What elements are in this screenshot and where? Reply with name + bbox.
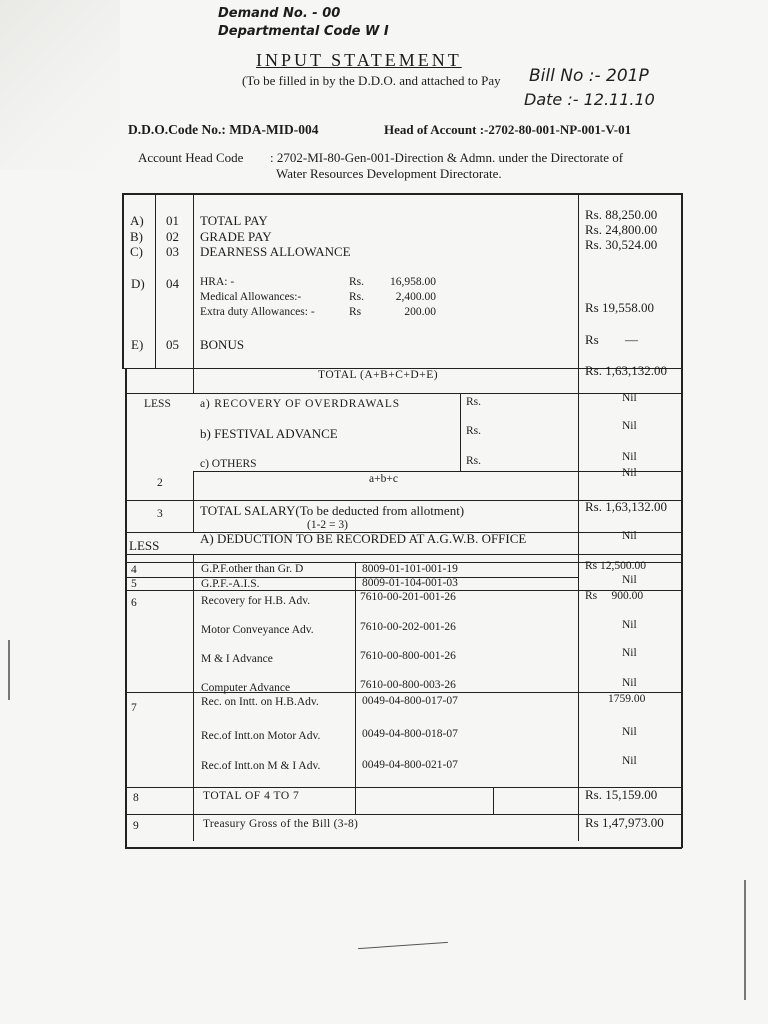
hb-advance-code: 7610-00-201-001-26 [360, 591, 456, 603]
bonus-label: BONUS [200, 337, 245, 352]
hb-advance-value: Rs 900.00 [585, 590, 644, 602]
deduction-6-number: 6 [131, 597, 137, 609]
mi-interest-label: Rec.of Intt.on M & I Adv. [201, 760, 321, 772]
festival-advance: b) FESTIVAL ADVANCE [200, 426, 338, 441]
computer-advance-code: 7610-00-800-003-26 [360, 679, 456, 691]
festival-value: Nil [622, 420, 637, 432]
pay-letters-abc: A) B) C) [130, 213, 144, 259]
mi-interest-code: 0049-04-800-021-07 [362, 759, 458, 771]
deduction-7-number: 7 [131, 702, 137, 714]
margin-mark [8, 640, 10, 700]
row-2-number: 2 [157, 477, 163, 489]
mi-advance-value: Nil [622, 647, 637, 659]
da-label: DEARNESS ALLOWANCE [200, 244, 351, 259]
total-salary-value: Rs. 1,63,132.00 [585, 499, 667, 514]
row-8-number: 8 [133, 792, 139, 804]
deduction-5-number: 5 [131, 578, 137, 590]
pay-amounts-abc [585, 207, 657, 252]
recovery-value: Nil [622, 392, 637, 404]
deduction-4-label: G.P.F.other than Gr. D [201, 563, 304, 575]
mi-advance-label: M & I Advance [201, 653, 273, 665]
deduction-5-value: Nil [622, 574, 637, 586]
festival-rs: Rs. [466, 425, 482, 437]
total-pay-label: TOTAL PAY [200, 213, 268, 228]
ddo-code: D.D.O.Code No.: MDA-MID-004 [128, 122, 319, 137]
deduction-4-number: 4 [131, 564, 137, 576]
treasury-gross-label: Treasury Gross of the Bill (3-8) [203, 818, 359, 830]
total-salary-label: TOTAL SALARY(To be deducted from allotment) [200, 503, 465, 518]
da-amount: Rs. 30,524.00 [585, 237, 658, 252]
pen-mark [358, 942, 448, 949]
total-4-to-7-label: TOTAL OF 4 TO 7 [203, 790, 300, 802]
motor-advance-label: Motor Conveyance Adv. [201, 624, 314, 636]
hb-interest-code: 0049-04-800-017-07 [362, 695, 458, 707]
bill-date: Date :- 12.11.10 [524, 90, 655, 109]
account-head-label: Account Head Code [138, 150, 244, 165]
document-title: INPUT STATEMENT [256, 50, 462, 70]
mi-advance-code: 7610-00-800-001-26 [360, 650, 456, 662]
account-head-line2: Water Resources Development Directorate. [276, 166, 502, 181]
demand-number: Demand No. - 00 [218, 6, 341, 21]
pay-labels-abc [200, 213, 351, 260]
deduction-5-label: G.P.F.-A.I.S. [201, 578, 260, 590]
deduction-4-code: 8009-01-101-001-19 [362, 563, 458, 575]
computer-advance-label: Computer Advance [201, 682, 291, 694]
recovery-overdrawals: a) RECOVERY OF OVERDRAWALS [200, 398, 400, 410]
account-head-line1: : 2702-MI-80-Gen-001-Direction & Admn. under the Directorate of [270, 150, 624, 165]
allowance-rs: Rs. Rs. Rs [349, 276, 365, 318]
row-d-code: 04 [166, 276, 179, 291]
computer-advance-value: Nil [622, 677, 637, 689]
row-e-letter: E) [131, 337, 144, 352]
bill-number: Bill No :- 201P [529, 66, 649, 86]
treasury-gross-value: Rs 1,47,973.00 [585, 815, 664, 830]
motor-interest-value: Nil [622, 726, 637, 738]
allowance-values: 16,958.00 2,400.00 200.00 [390, 276, 436, 318]
margin-mark-right [744, 880, 746, 1000]
bonus-rs: Rs [585, 332, 599, 347]
departmental-code: Departmental Code W I [218, 24, 389, 39]
allowance-labels: HRA: - Medical Allowances:- Extra duty Allowances: - [200, 276, 315, 318]
bonus-value: — [625, 332, 638, 347]
folded-corner [0, 0, 120, 170]
motor-interest-code: 0049-04-800-018-07 [362, 728, 458, 740]
motor-advance-value: Nil [622, 619, 637, 631]
mi-interest-value: Nil [622, 755, 637, 767]
row-9-number: 9 [133, 820, 139, 832]
others-label: c) OTHERS [200, 458, 257, 470]
agwb-deduction-label: A) DEDUCTION TO BE RECORDED AT A.G.W.B. OFFICE [200, 531, 527, 546]
less-label-2: LESS [129, 538, 160, 553]
grade-pay-label: GRADE PAY [200, 228, 272, 244]
agwb-deduction-value: Nil [622, 530, 637, 542]
row-d-letter: D) [131, 276, 145, 291]
total-label: TOTAL (A+B+C+D+E) [318, 369, 439, 381]
row-3-number: 3 [157, 508, 163, 520]
deduction-4-value: Rs 12,500.00 [585, 560, 647, 572]
motor-interest-label: Rec.of Intt.on Motor Adv. [201, 730, 321, 742]
hb-advance-label: Recovery for H.B. Adv. [201, 595, 311, 607]
recovery-rs: Rs. [466, 396, 482, 408]
motor-advance-code: 7610-00-202-001-26 [360, 621, 456, 633]
document-subtitle: (To be filled in by the D.D.O. and attached to Pay [242, 73, 501, 88]
total-amount: Rs. 1,63,132.00 [585, 363, 667, 378]
head-of-account: Head of Account :-2702-80-001-NP-001-V-01 [384, 122, 632, 137]
row-e-code: 05 [166, 337, 179, 352]
pay-codes-abc: 01 02 03 [166, 213, 179, 259]
deduction-5-code: 8009-01-104-001-03 [362, 577, 458, 589]
row-2-value: Nil [622, 467, 637, 479]
total-salary-formula: (1-2 = 3) [307, 519, 348, 531]
others-rs: Rs. [466, 455, 482, 467]
others-value: Nil [622, 451, 637, 463]
less-label: LESS [144, 398, 171, 410]
hb-interest-value: 1759.00 [608, 693, 646, 705]
total-pay-amount: Rs. 88,250.00 [585, 207, 658, 222]
total-4-to-7-value: Rs. 15,159.00 [585, 787, 658, 802]
grade-pay-amount: Rs. 24,800.00 [585, 222, 658, 237]
hb-interest-label: Rec. on Intt. on H.B.Adv. [201, 696, 319, 708]
row-2-label: a+b+c [369, 473, 398, 485]
row-d-amount: Rs 19,558.00 [585, 300, 654, 315]
